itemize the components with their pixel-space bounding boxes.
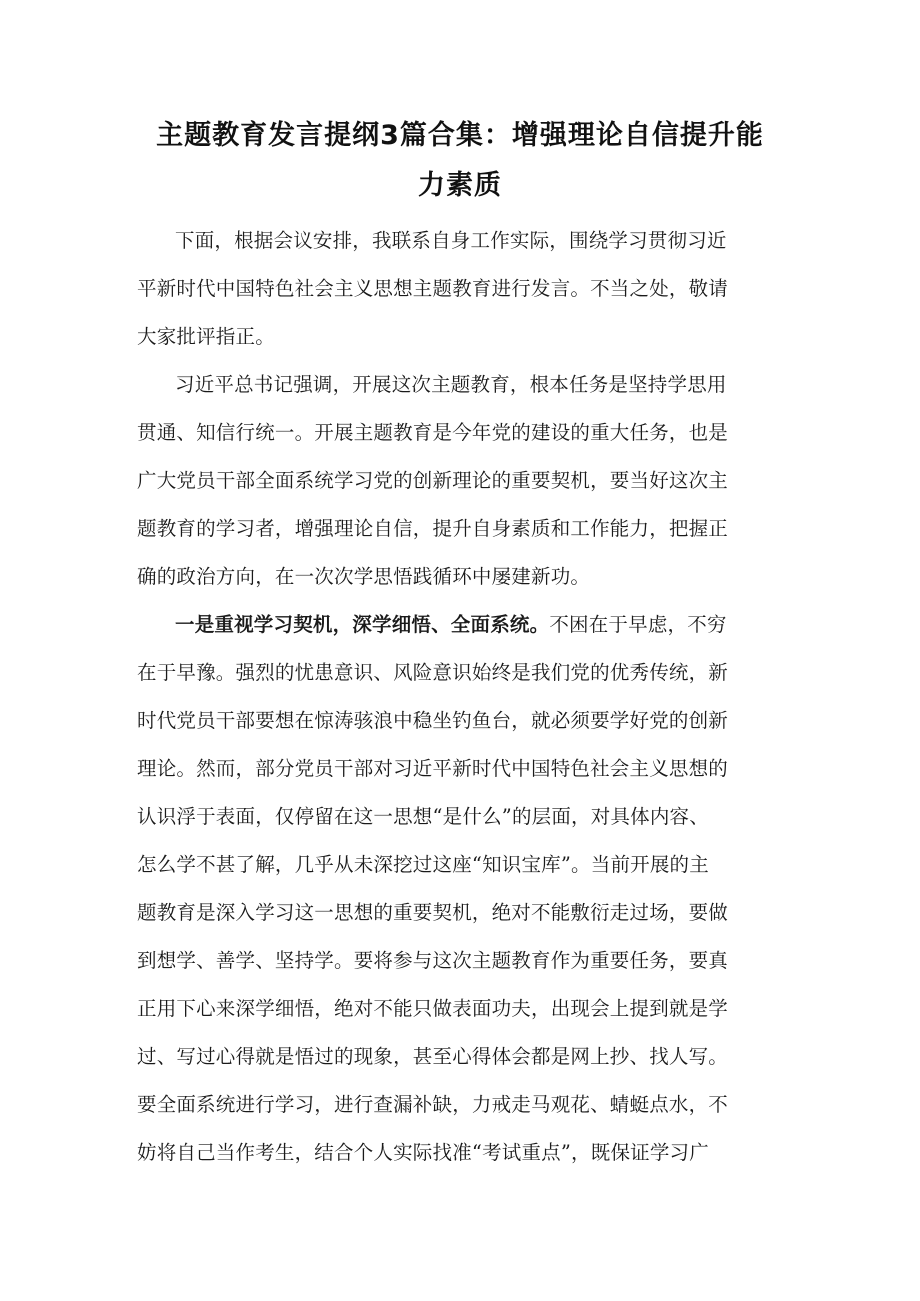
paragraph-3-line-1: [175, 612, 801, 638]
document-title-line-1: 主题教育发言提纲3篇合集：增强理论自信提升能: [156, 120, 764, 151]
paragraph-1-line-3: 大家批评指正。: [137, 325, 275, 348]
paragraph-2-line-3: 广大党员干部全面系统学习党的创新理论的重要契机，要当好这次主: [137, 469, 729, 492]
paragraph-3-line-7: 题教育是深入学习这一思想的重要契机，绝对不能敷衍走过场，要做: [137, 901, 729, 924]
paragraph-2-line-5: 确的政治方向，在一次次学思悟践循环中屡建新功。: [137, 565, 591, 588]
paragraph-3-line-2: 在于早豫。强烈的忧患意识、风险意识始终是我们党的优秀传统，新: [137, 661, 729, 684]
document-title-line-2: 力素质: [418, 170, 502, 201]
paragraph-3-line-6: 怎么学不甚了解，几乎从未深挖过这座“知识宝库”。当前开展的主: [137, 853, 709, 876]
paragraph-3-line-3: 时代党员干部要想在惊涛骇浪中稳坐钓鱼台，就必须要学好党的创新: [137, 709, 729, 732]
paragraph-3-line-1-text: 不困在于早虑，不穷: [549, 613, 727, 636]
paragraph-3-line-11: 要全面系统进行学习，进行查漏补缺，力戒走马观花、蜻蜓点水，不: [137, 1093, 729, 1116]
paragraph-3-line-12: 妨将自己当作考生，结合个人实际找准“考试重点”，既保证学习广: [137, 1141, 709, 1164]
paragraph-3-line-4: 理论。然而，部分党员干部对习近平新时代中国特色社会主义思想的: [137, 757, 729, 780]
paragraph-2-line-2: 贯通、知信行统一。开展主题教育是今年党的建设的重大任务，也是: [137, 421, 729, 444]
paragraph-3-line-5: 认识浮于表面，仅停留在这一思想“是什么”的层面，对具体内容、: [137, 805, 709, 828]
paragraph-3-line-9: 正用下心来深学细悟，绝对不能只做表面功夫，出现会上提到就是学: [137, 997, 729, 1020]
paragraph-2-line-4: 题教育的学习者，增强理论自信，提升自身素质和工作能力，把握正: [137, 517, 729, 540]
paragraph-1-line-1: 下面，根据会议安排，我联系自身工作实际，围绕学习贯彻习近: [175, 229, 727, 252]
paragraph-3-line-10: 过、写过心得就是悟过的现象，甚至心得体会都是网上抄、找人写。: [137, 1045, 729, 1068]
paragraph-2-line-1: 习近平总书记强调，开展这次主题教育，根本任务是坚持学思用: [175, 373, 727, 396]
paragraph-3-line-8: 到想学、善学、坚持学。要将参与这次主题教育作为重要任务，要真: [137, 949, 729, 972]
paragraph-1-line-2: 平新时代中国特色社会主义思想主题教育进行发言。不当之处，敬请: [137, 277, 729, 300]
section-heading-bold: 一是重视学习契机，深学细悟、全面系统。: [175, 613, 550, 636]
